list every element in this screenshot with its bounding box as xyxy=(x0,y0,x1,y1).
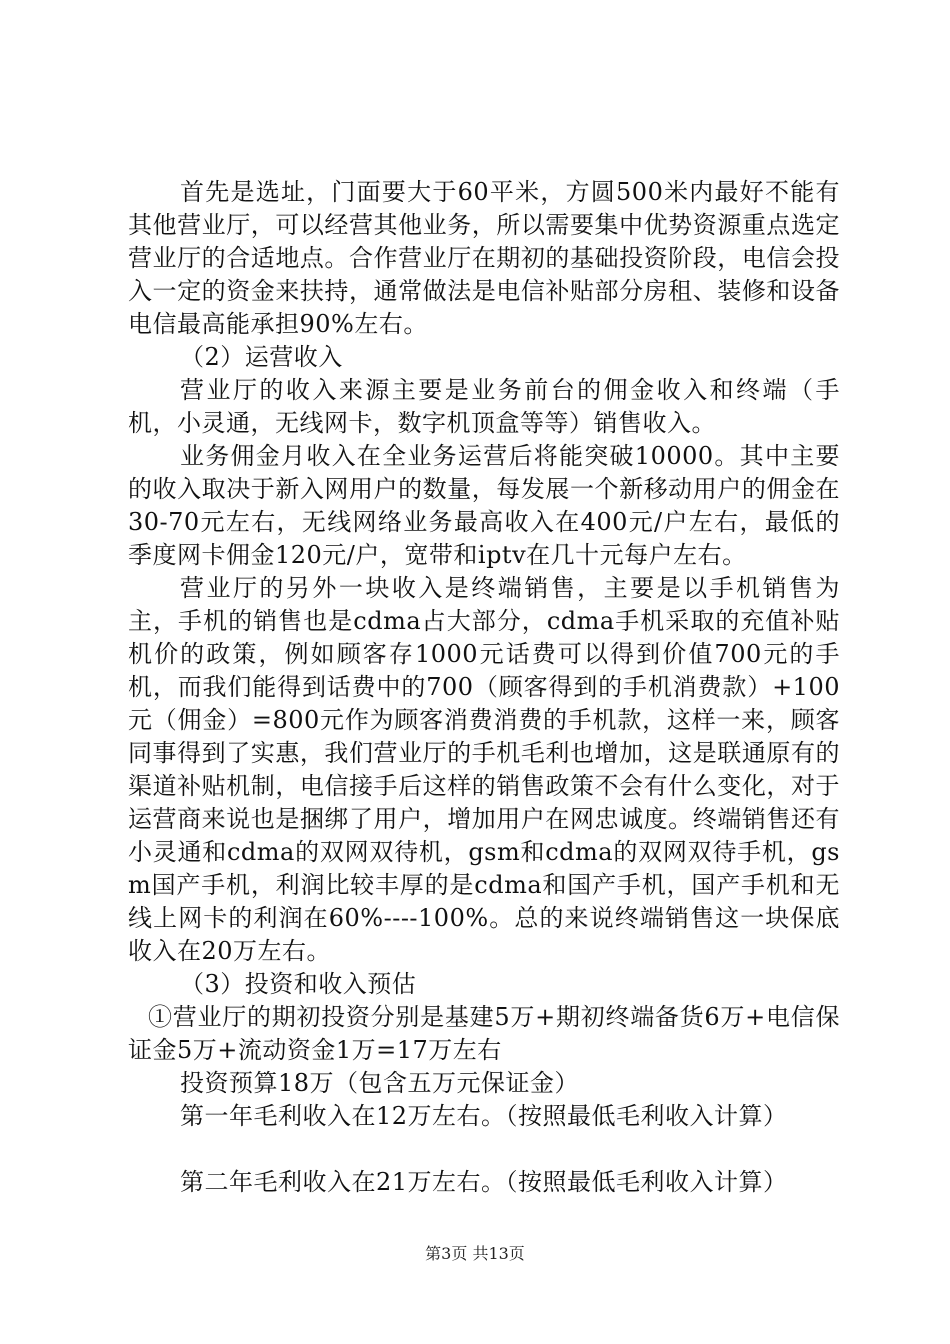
paragraph-site-selection: 首先是选址，门面要大于60平米，方圆500米内最好不能有其他营业厅，可以经营其他业务，所以需要集中优势资源重点选定营业厅的合适地点。合作营业厅在期初的基础投资阶段，电信会投入一定的资金来扶持，通常做法是电信补贴部分房租、装修和设备电信最高能承担90%左右。 xyxy=(128,178,840,338)
heading-investment-estimate: （3）投资和收入预估 xyxy=(180,970,417,998)
page-footer: 第3页 共13页 xyxy=(425,1244,525,1263)
paragraph-investment-budget: 投资预算18万（包含五万元保证金） xyxy=(180,1069,580,1097)
paragraph-income-sources: 营业厅的收入来源主要是业务前台的佣金收入和终端（手机，小灵通，无线网卡，数字机顶盒等等）销售收入。 xyxy=(128,376,840,437)
paragraph-initial-investment: ①营业厅的期初投资分别是基建5万+期初终端备货6万+电信保证金5万+流动资金1万=17万左右 xyxy=(128,1003,840,1064)
paragraph-commission-income: 业务佣金月收入在全业务运营后将能突破10000。其中主要的收入取决于新入网用户的数量，每发展一个新移动用户的佣金在30-70元左右，无线网络业务最高收入在400元/户左右，最低的季度网卡佣金120元/户，宽带和iptv在几十元每户左右。 xyxy=(128,442,840,569)
heading-operating-income: （2）运营收入 xyxy=(180,343,343,371)
paragraph-first-year-profit: 第一年毛利收入在12万左右。（按照最低毛利收入计算） xyxy=(180,1102,788,1130)
document-body xyxy=(128,176,840,1199)
paragraph-terminal-sales: 营业厅的另外一块收入是终端销售，主要是以手机销售为主，手机的销售也是cdma占大部分，cdma手机采取的充值补贴机价的政策，例如顾客存1000元话费可以得到价值700元的手机，而我们能得到话费中的700（顾客得到的手机消费款）+100元（佣金）=800元作为顾客消费消费的手机款，这样一来，顾客同事得到了实惠，我们营业厅的手机毛利也增加，这是联通原有的渠道补贴机制，电信接手后这样的销售政策不会有什么变化，对于运营商来说也是捆绑了用户，增加用户在网忠诚度。终端销售还有小灵通和cdma的双网双待机，gsm和cdma的双网双待手机，gsm国产手机，利润比较丰厚的是cdma和国产手机，国产手机和无线上网卡的利润在60%----100%。总的来说终端销售这一块保底收入在20万左右。 xyxy=(128,574,840,965)
blank-line xyxy=(128,1133,840,1166)
paragraph-second-year-profit: 第二年毛利收入在21万左右。（按照最低毛利收入计算） xyxy=(180,1168,788,1196)
